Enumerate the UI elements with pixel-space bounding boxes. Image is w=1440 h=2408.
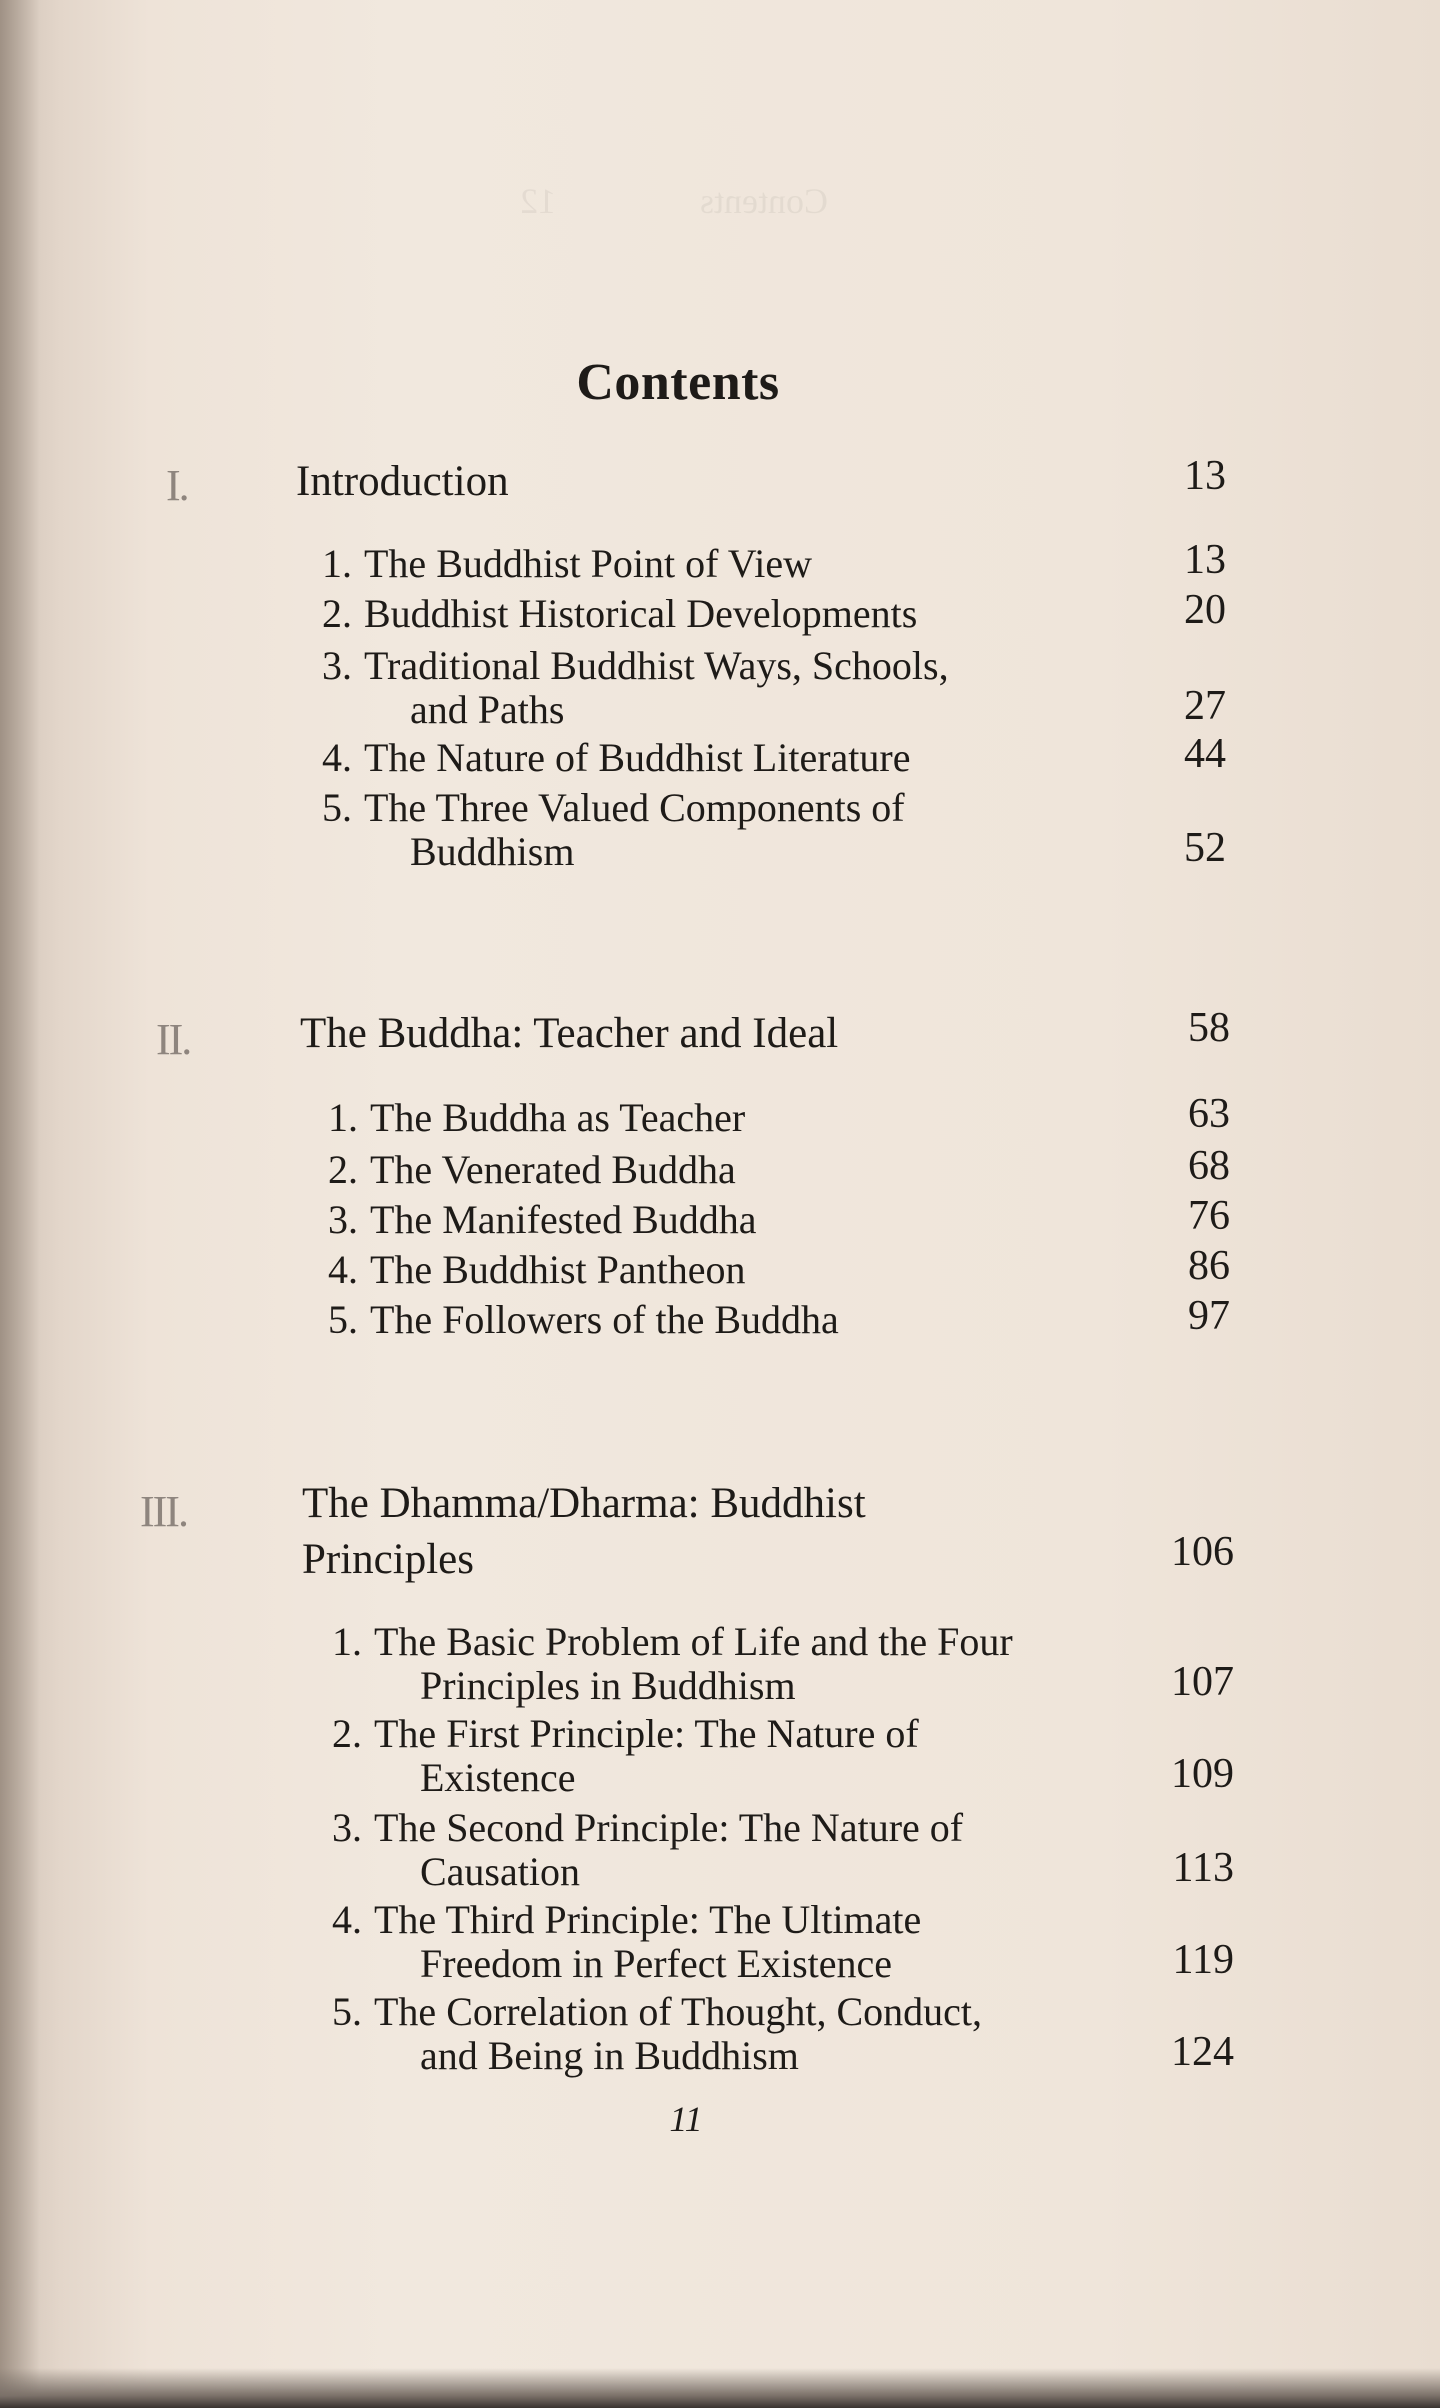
entry-page: 13 <box>1184 537 1226 583</box>
chapter-page-iii: 106 <box>1171 1529 1234 1575</box>
show-through: Contents 12 <box>520 181 829 221</box>
entry-page: 119 <box>1172 1937 1234 1983</box>
entry-page: 63 <box>1188 1091 1230 1137</box>
chapter-title-iii: The Dhamma/Dharma: Buddhist <box>302 1480 866 1527</box>
entry-page: 52 <box>1184 825 1226 871</box>
page-title: Contents <box>576 353 780 411</box>
entry-page: 27 <box>1184 683 1226 729</box>
chapter-numeral-iii: III. <box>140 1487 187 1536</box>
entry-page: 86 <box>1188 1243 1230 1289</box>
page-bottom-edge <box>0 2368 1440 2408</box>
entry-page: 97 <box>1188 1293 1230 1339</box>
entry-page: 76 <box>1188 1193 1230 1239</box>
chapter-page-i: 13 <box>1184 453 1226 499</box>
entry-page: 44 <box>1184 731 1226 777</box>
chapter-title-ii: The Buddha: Teacher and Ideal <box>300 1010 839 1057</box>
chapter-title-i: Introduction <box>296 458 509 505</box>
page-number: 11 <box>669 2099 703 2139</box>
chapter-numeral-i: I. <box>166 461 188 510</box>
entry-page: 20 <box>1184 587 1226 633</box>
chapter-title-iii-continued: Principles <box>302 1536 474 1583</box>
entry-page: 109 <box>1171 1751 1234 1797</box>
chapter-page-ii: 58 <box>1188 1005 1230 1051</box>
entry-page: 107 <box>1171 1659 1234 1705</box>
entry-page: 124 <box>1171 2029 1234 2075</box>
entry-page: 113 <box>1172 1845 1234 1891</box>
entry-page: 68 <box>1188 1143 1230 1189</box>
chapter-numeral-ii: II. <box>156 1015 191 1064</box>
